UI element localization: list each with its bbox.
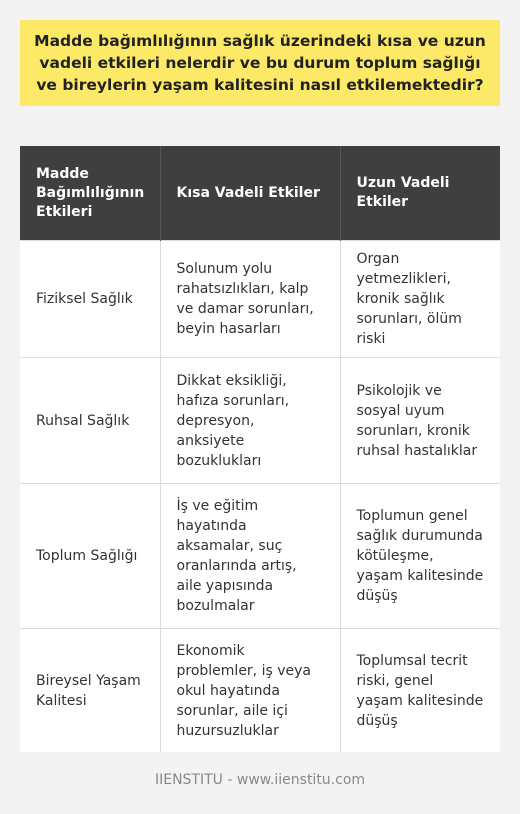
- short-term-cell: Dikkat eksikliği, hafıza sorunları, depresyon, anksiyete bozuklukları: [160, 358, 340, 484]
- long-term-cell: Organ yetmezlikleri, kronik sağlık sorunları, ölüm riski: [340, 241, 500, 358]
- page-title: Madde bağımlılığının sağlık üzerindeki kısa ve uzun vadeli etkileri nelerdir ve bu durum toplum sağlığı ve bireylerin yaşam kalitesini nasıl etkilemektedir?: [34, 32, 486, 94]
- row-label: Fiziksel Sağlık: [20, 241, 160, 358]
- short-term-cell: Solunum yolu rahatsızlıkları, kalp ve damar sorunları, beyin hasarları: [160, 241, 340, 358]
- effects-table: [20, 146, 500, 752]
- footer-credit: IIENSTITU - www.iienstitu.com: [154, 772, 366, 788]
- short-term-cell: Ekonomik problemler, iş veya okul hayatında sorunlar, aile içi huzursuzluklar: [160, 629, 340, 753]
- table-row: [20, 358, 500, 484]
- table-row: [20, 241, 500, 358]
- title-banner: [20, 20, 500, 106]
- table-row: [20, 629, 500, 753]
- short-term-cell: İş ve eğitim hayatında aksamalar, suç oranlarında artış, aile yapısında bozulmalar: [160, 484, 340, 629]
- long-term-cell: Toplumun genel sağlık durumunda kötüleşme, yaşam kalitesinde düşüş: [340, 484, 500, 629]
- table-row: [20, 484, 500, 629]
- row-label: Bireysel Yaşam Kalitesi: [20, 629, 160, 753]
- header-short-term: Kısa Vadeli Etkiler: [160, 146, 340, 241]
- table-header-row: [20, 146, 500, 241]
- header-effects: Madde Bağımlılığının Etkileri: [20, 146, 160, 241]
- row-label: Toplum Sağlığı: [20, 484, 160, 629]
- row-label: Ruhsal Sağlık: [20, 358, 160, 484]
- long-term-cell: Psikolojik ve sosyal uyum sorunları, kronik ruhsal hastalıklar: [340, 358, 500, 484]
- long-term-cell: Toplumsal tecrit riski, genel yaşam kalitesinde düşüş: [340, 629, 500, 753]
- header-long-term: Uzun Vadeli Etkiler: [340, 146, 500, 241]
